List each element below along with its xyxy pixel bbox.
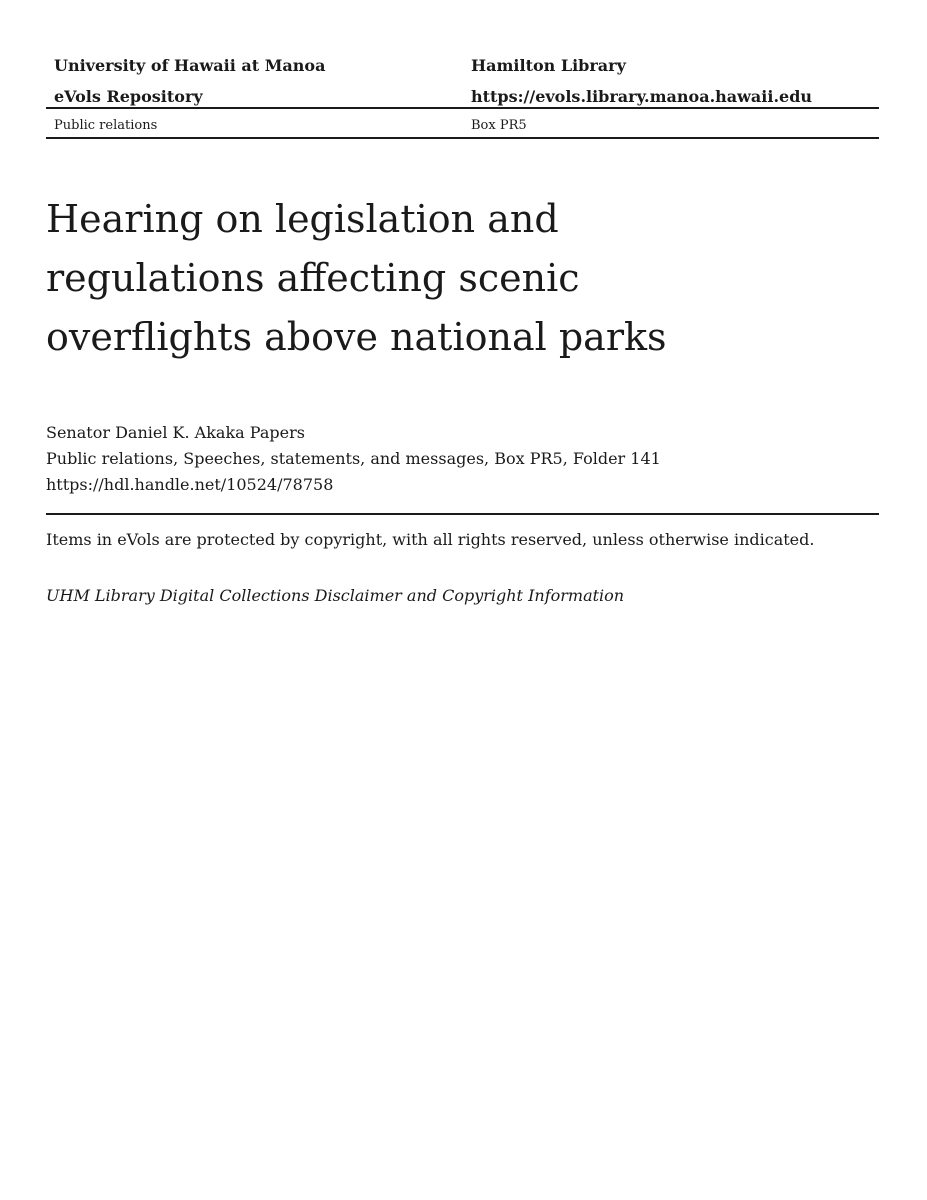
- repository-name: eVols Repository: [54, 87, 203, 106]
- title-line: regulations affecting scenic: [46, 256, 580, 300]
- title-line: Hearing on legislation and: [46, 197, 559, 241]
- header-divider: [46, 107, 879, 109]
- box-label: Box PR5: [471, 118, 527, 133]
- document-title: [46, 190, 879, 367]
- series-path: Public relations, Speeches, statements, and messages, Box PR5, Folder 141: [46, 449, 661, 468]
- document-metadata: [46, 420, 661, 498]
- institution-name: University of Hawaii at Manoa: [54, 56, 326, 75]
- header-row-1: [46, 52, 879, 83]
- repository-url-link[interactable]: https://evols.library.manoa.hawaii.edu: [471, 87, 813, 106]
- handle-link[interactable]: https://hdl.handle.net/10524/78758: [46, 475, 334, 494]
- collection-area-label: Public relations: [54, 118, 158, 133]
- header-row-2: [46, 83, 879, 114]
- title-line: overflights above national parks: [46, 315, 667, 359]
- collection-name: Senator Daniel K. Akaka Papers: [46, 423, 305, 442]
- library-name: Hamilton Library: [471, 56, 626, 75]
- header-table: [46, 52, 879, 114]
- disclaimer-link[interactable]: UHM Library Digital Collections Disclaimer and Copyright Information: [46, 586, 625, 605]
- copyright-notice: Items in eVols are protected by copyright, with all rights reserved, unless otherwise indicated.: [46, 530, 815, 549]
- footer-divider: [46, 513, 879, 515]
- subheader-divider: [46, 137, 879, 139]
